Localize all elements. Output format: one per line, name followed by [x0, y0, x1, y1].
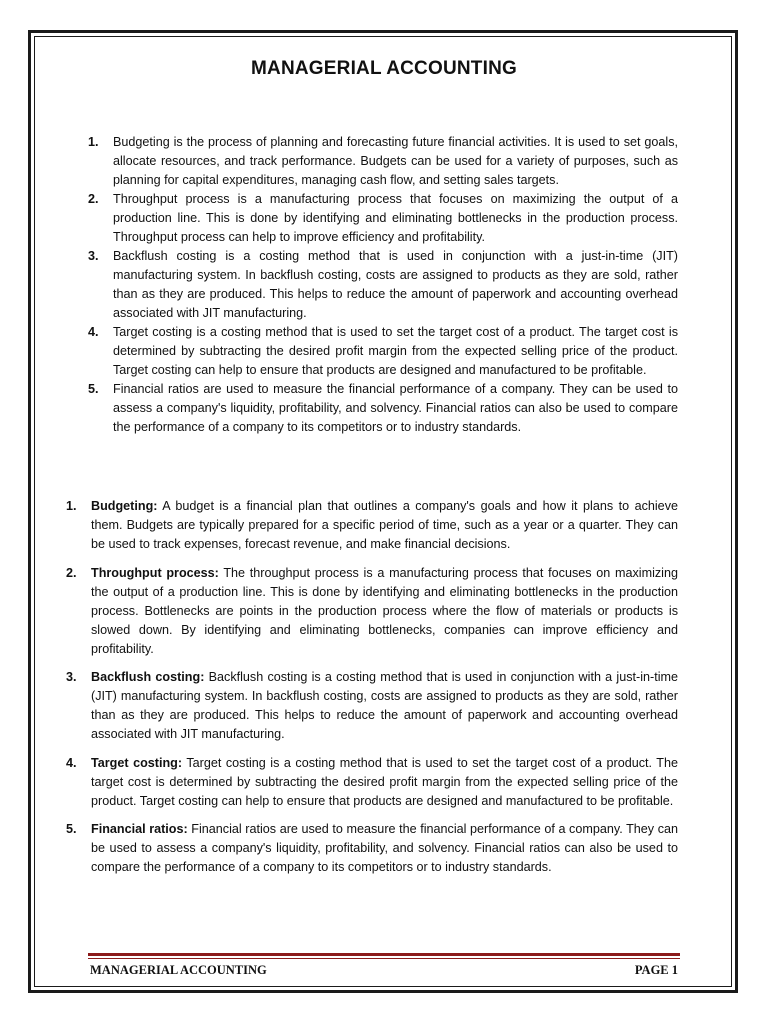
detail-item-number: 1. — [66, 499, 77, 513]
detail-item-term: Throughput process: — [91, 565, 219, 580]
summary-item-number: 4. — [88, 325, 99, 339]
detail-item — [66, 820, 678, 877]
summary-list — [88, 133, 678, 437]
summary-item — [88, 323, 678, 380]
detail-item-text: Financial ratios are used to measure the financial performance of a company. They can be used to assess a company's liquidity, profitability, and solvency. Financial ratios can also be used to compare the performance of a company to its competitors or to industry standards. — [91, 822, 678, 874]
detail-item-number: 4. — [66, 755, 77, 770]
summary-item-text: Backflush costing is a costing method that is used in conjunction with a just-in-time (JIT) manufacturing system. In backflush costing, costs are assigned to products as they are sold, rather than as they are produced. This helps to reduce the amount of paperwork and accounting overhead associated with JIT manufacturing. — [113, 249, 678, 320]
footer-divider-thin — [88, 958, 680, 959]
summary-item — [88, 247, 678, 323]
summary-item-text: Budgeting is the process of planning and forecasting future financial activities. It is used to set goals, allocate resources, and track performance. Budgets can be used for a variety of purposes, such as planning for capital expenditures, managing cash flow, and setting sales targets. — [113, 135, 678, 187]
summary-item-text: Financial ratios are used to measure the financial performance of a company. They can be used to assess a company's liquidity, profitability, and solvency. Financial ratios can also be used to compare the performance of a company to its competitors or to industry standards. — [113, 382, 678, 434]
detail-item-text: Backflush costing is a costing method that is used in conjunction with a just-in-time (JIT) manufacturing system. In backflush costing, costs are assigned to products as they are sold, rather than as they are produced. This helps to reduce the amount of paperwork and accounting overhead associated with JIT manufacturing. — [91, 670, 678, 741]
detail-item-number: 3. — [66, 670, 77, 684]
summary-item-text: Target costing is a costing method that is used to set the target cost of a product. The target cost is determined by subtracting the desired profit margin from the expected selling price of the product. Target costing can help to ensure that products are designed and manufactured to be profitable. — [113, 325, 678, 377]
detail-item-term: Budgeting: — [91, 499, 158, 513]
detail-item — [66, 564, 678, 659]
summary-item-number: 1. — [88, 135, 99, 149]
detail-item-term: Financial ratios: — [91, 822, 188, 836]
detail-item-text: The throughput process is a manufacturing process that focuses on maximizing the output of a production line. This is done by identifying and eliminating bottlenecks in the production process. Bottlenecks are points in the production process where the flow of materials or products is slowed down. By identifying and eliminating bottlenecks, companies can improve efficiency and profitability. — [91, 565, 678, 656]
detail-item-text: A budget is a financial plan that outlines a company's goals and how it plans to achieve them. Budgets are typically prepared for a specific period of time, such as a year or a quarter. They can be used to track expenses, forecast revenue, and make financial decisions. — [91, 499, 678, 551]
detail-item-term: Target costing: — [91, 755, 183, 770]
detail-list — [66, 497, 678, 887]
summary-item-number: 3. — [88, 249, 99, 263]
detail-item-term: Backflush costing: — [91, 670, 205, 684]
summary-item-number: 2. — [88, 192, 99, 206]
detail-item — [66, 668, 678, 744]
summary-item-number: 5. — [88, 382, 99, 396]
summary-item — [88, 190, 678, 247]
detail-item-number: 2. — [66, 565, 77, 580]
detail-item-number: 5. — [66, 822, 77, 836]
detail-item — [66, 754, 678, 811]
page-number: PAGE 1 — [634, 963, 678, 977]
summary-item — [88, 133, 678, 190]
summary-item-text: Throughput process is a manufacturing process that focuses on maximizing the output of a production line. This is done by identifying and eliminating bottlenecks in the production process. Throughput process can help to improve efficiency and profitability. — [113, 192, 678, 244]
footer-title: MANAGERIAL ACCOUNTING — [90, 963, 267, 977]
page-title: MANAGERIAL ACCOUNTING — [251, 58, 517, 79]
summary-item — [88, 380, 678, 437]
detail-item — [66, 497, 678, 554]
detail-item-text: Target costing is a costing method that is used to set the target cost of a product. The target cost is determined by subtracting the desired profit margin from the expected selling price of the product. Target costing can help to ensure that products are designed and manufactured to be profitable. — [91, 755, 678, 808]
footer-divider — [88, 953, 680, 956]
